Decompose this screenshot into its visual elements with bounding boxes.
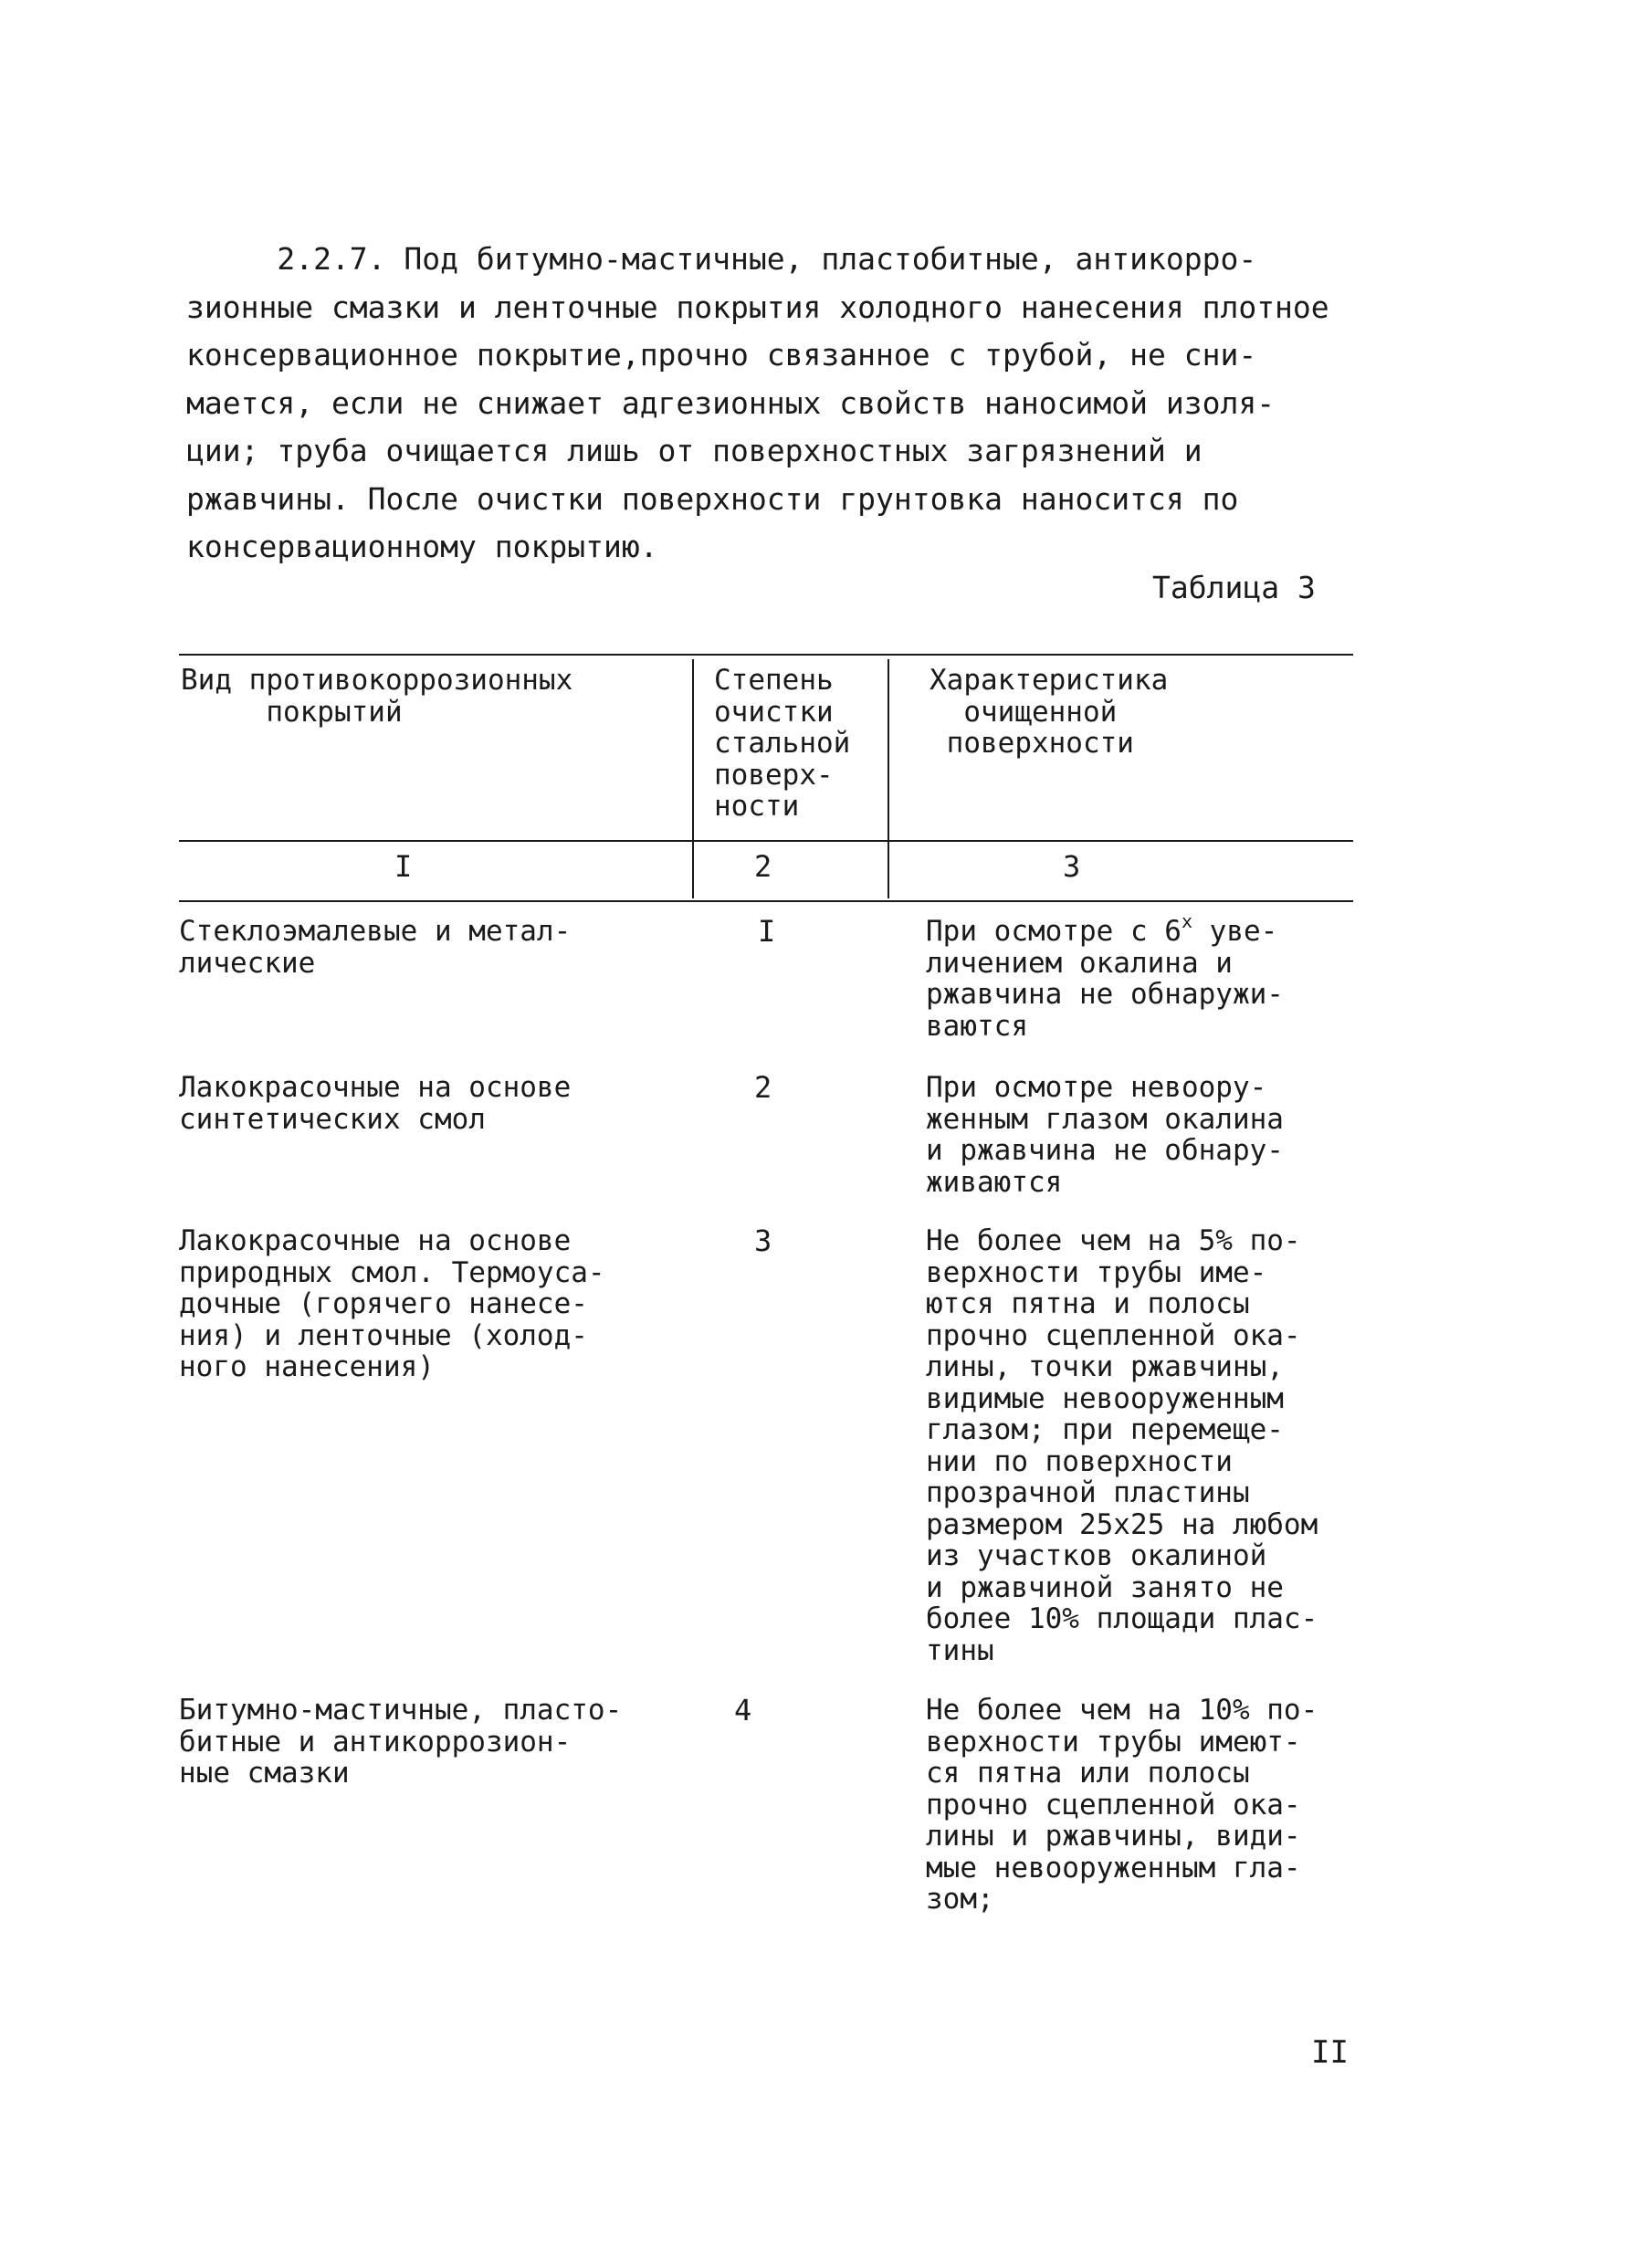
table-header-rule	[179, 840, 1353, 842]
table-cell-characteristic: Не более чем на 10% по- верхности трубы имеют- ся пятна или полосы прочно сцепленной ока- лины и ржавчины, види- мые невооруженным гла- зом;	[926, 1694, 1318, 1916]
table-cell-degree: 3	[754, 1223, 772, 1258]
table-numbers-rule	[179, 900, 1353, 902]
characteristic-text-start: При осмотре с 6	[926, 915, 1182, 948]
table-caption: Таблица 3	[1152, 570, 1316, 605]
table-cell-degree: 2	[754, 1070, 772, 1105]
table-cell-coating: Лакокрасочные на основе синтетических смол	[179, 1071, 572, 1136]
paragraph-line-5: ции; труба очищается лишь от поверхностных загрязнений и	[186, 433, 1203, 468]
page-number: II	[1311, 2034, 1349, 2071]
table-col-divider-2	[888, 659, 889, 898]
table-cell-coating: Лакокрасочные на основе природных смол. Термоуса- дочные (горячего нанесе- ния) и ленточные (холод- ного нанесения)	[179, 1224, 605, 1383]
table-cell-characteristic: При осмотре невоору- женным глазом окалина и ржавчина не обнару- живаются	[926, 1071, 1284, 1199]
table-header-cleaning-degree: Степень очистки стальной поверх- ности	[714, 664, 851, 823]
table-cell-degree: I	[758, 914, 776, 949]
paragraph-line-7: консервационному покрытию.	[186, 529, 658, 564]
table-column-number-3: 3	[1063, 849, 1081, 884]
table-cell-characteristic	[926, 910, 1284, 1043]
table-column-number-2: 2	[754, 849, 772, 884]
table-column-number-1: I	[394, 849, 413, 884]
characteristic-text-end: уве- личением окалина и ржавчина не обнаружи- ваются	[926, 915, 1284, 1043]
magnification-superscript: x	[1181, 910, 1193, 932]
table-top-rule	[179, 654, 1353, 656]
table-header-coating-type: Вид противокоррозионных покрытий	[181, 664, 573, 729]
paragraph-line-4: мается, если не снижает адгезионных свойств наносимой изоля-	[186, 384, 1276, 421]
paragraph-line-3: консервационное покрытие,прочно связанное с трубой, не сни-	[186, 337, 1257, 373]
table-cell-coating: Стеклоэмалевые и метал- лические	[179, 915, 572, 980]
table-cell-degree: 4	[734, 1693, 752, 1727]
paragraph-text	[186, 236, 1419, 572]
table-cell-characteristic: Не более чем на 5% по- верхности трубы име- ются пятна и полосы прочно сцепленной ока- лины, точки ржавчины, видимые невооруженным глазом; при перемеще- нии по поверхности прозрачной пластины размером 25х25 на любом из участков окалиной и ржавчиной занято не более 10% площади плас- тины	[926, 1224, 1318, 1667]
table-cell-coating: Битумно-мастичные, пласто- битные и антикоррозион- ные смазки	[179, 1694, 623, 1790]
paragraph-line-6: ржавчины. После очистки поверхности грунтовка наносится по	[186, 480, 1239, 517]
paragraph-line-2: зионные смазки и ленточные покрытия холодного нанесения плотное	[186, 289, 1329, 325]
table-header-surface-characteristic: Характеристика очищенной поверхности	[930, 664, 1169, 760]
table-col-divider-1	[692, 659, 694, 898]
paragraph-line-1: 2.2.7. Под битумно-мастичные, пластобитные, антикорро-	[186, 241, 1257, 277]
